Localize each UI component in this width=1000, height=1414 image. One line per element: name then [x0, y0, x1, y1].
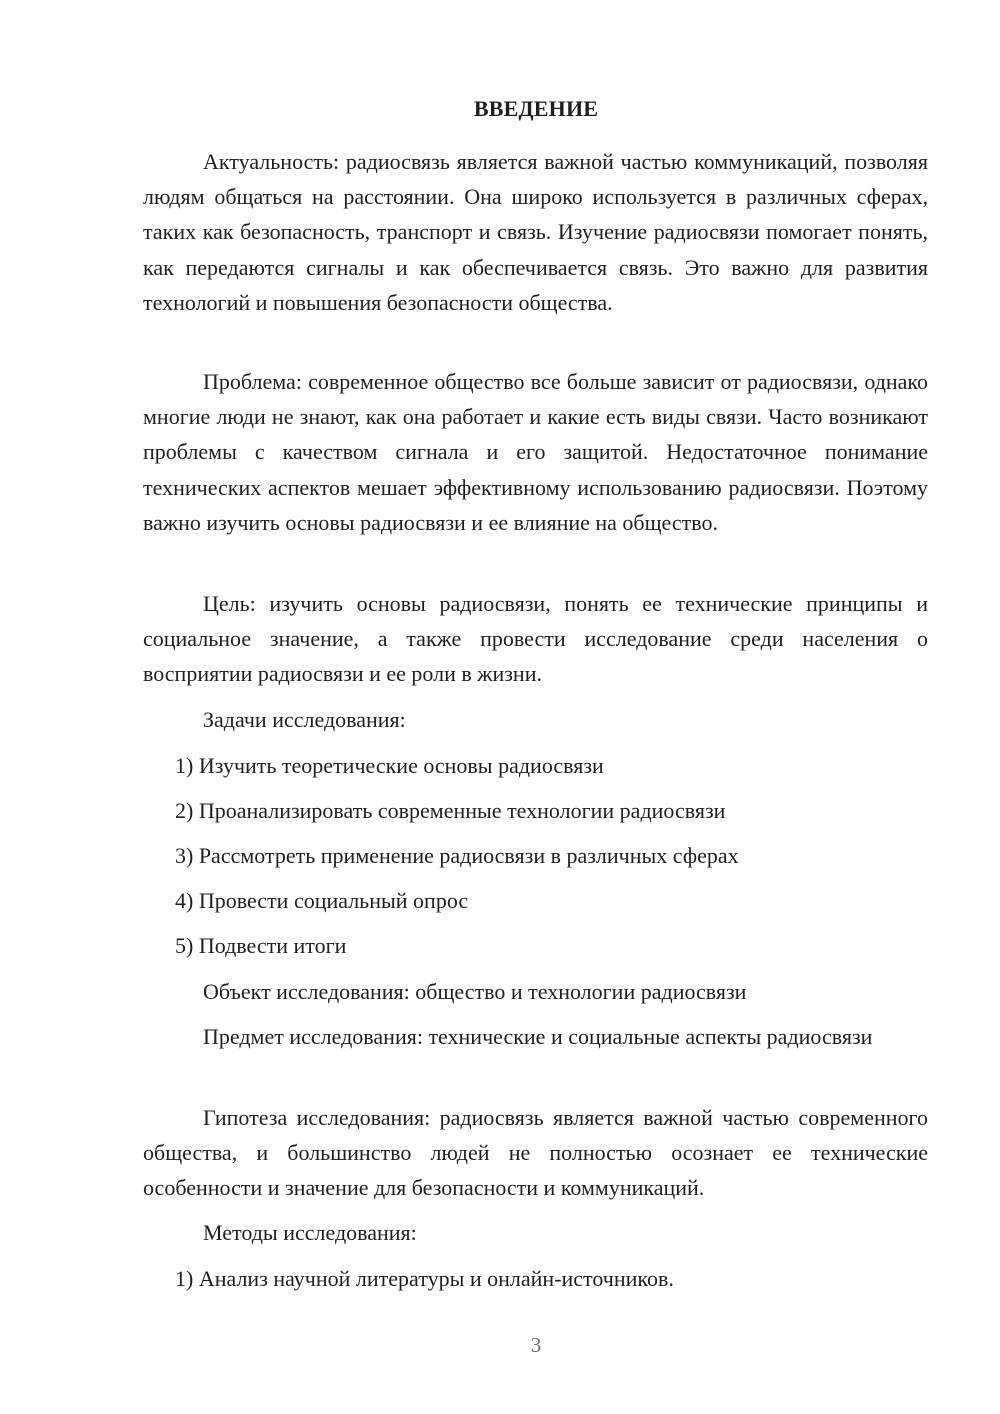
paragraph-problem: Проблема: современное общество все больше зависит от радиосвязи, однако многие люди не знают, как она работает и какие есть виды связи. Часто возникают проблемы с качеством сигнала и его защитой. Недостаточное понимание технических аспектов мешает эффективному использованию радиосвязи. Поэтому важно изучить основы радиосвязи и ее влияние на общество. — [143, 369, 928, 535]
method-item-1: 1) Анализ научной литературы и онлайн-источников. — [175, 1266, 674, 1291]
task-item-3: 3) Рассмотреть применение радиосвязи в различных сферах — [175, 843, 739, 868]
tasks-heading: Задачи исследования: — [203, 707, 406, 732]
page-number: 3 — [530, 1333, 542, 1357]
paragraph-subject: Предмет исследования: технические и социальные аспекты радиосвязи — [203, 1024, 873, 1049]
paragraph-hypothesis: Гипотеза исследования: радиосвязь является важной частью современного общества, и большинство людей не полностью осознает ее технические особенности и значение для безопасности и коммуникаций. — [143, 1105, 928, 1201]
task-item-2: 2) Проанализировать современные технологии радиосвязи — [175, 798, 726, 823]
task-item-1: 1) Изучить теоретические основы радиосвязи — [175, 753, 604, 778]
task-item-5: 5) Подвести итоги — [175, 933, 347, 958]
task-item-4: 4) Провести социальный опрос — [175, 888, 469, 913]
paragraph-goal: Цель: изучить основы радиосвязи, понять ее технические принципы и социальное значение, а также провести исследование среди населения о восприятии радиосвязи и ее роли в жизни. — [143, 591, 928, 687]
paragraph-object: Объект исследования: общество и технологии радиосвязи — [203, 979, 747, 1004]
methods-heading: Методы исследования: — [203, 1220, 417, 1245]
paragraph-relevance: Актуальность: радиосвязь является важной частью коммуникаций, позволяя людям общаться на расстоянии. Она широко используется в различных сферах, таких как безопасность, транспорт и связь. Изучение радиосвязи помогает понять, как передаются сигналы и как обеспечивается связь. Это важно для развития технологий и повышения безопасности общества. — [143, 149, 928, 315]
page-title: ВВЕДЕНИЕ — [473, 96, 599, 121]
